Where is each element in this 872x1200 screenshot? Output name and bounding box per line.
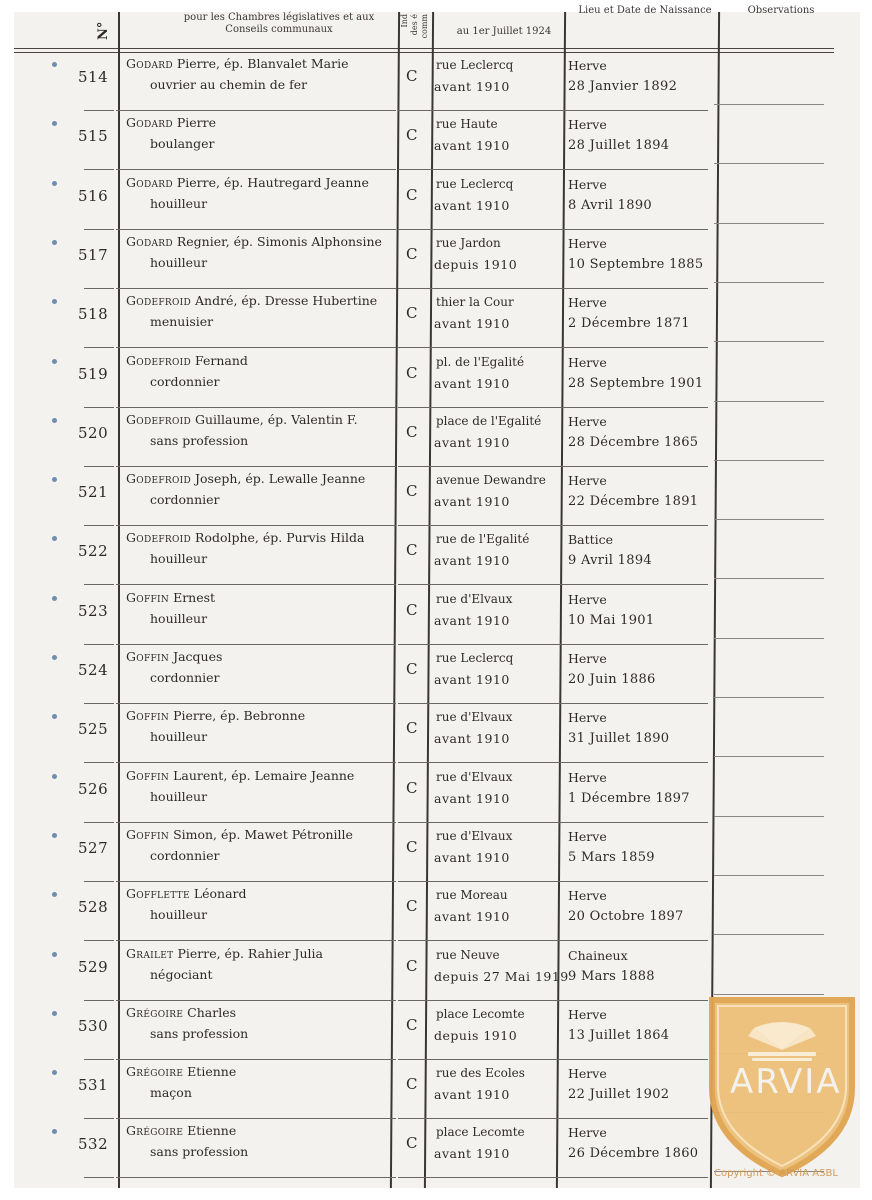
margin-dot bbox=[52, 418, 57, 423]
residence-since: avant 1910 bbox=[434, 494, 510, 510]
election-code: C bbox=[406, 126, 418, 145]
person-given-names: Pierre, ép. Bebronne bbox=[169, 708, 306, 724]
residence-street: rue Leclercq bbox=[436, 58, 514, 72]
person-occupation: houilleur bbox=[150, 195, 208, 211]
table-row bbox=[14, 764, 860, 823]
table-row bbox=[14, 349, 860, 408]
person-given-names: Regnier, ép. Simonis Alphonsine bbox=[172, 233, 382, 249]
row-number: 530 bbox=[78, 1016, 109, 1035]
birth-date: 2 Décembre 1871 bbox=[568, 316, 690, 332]
person-surname: Goffin bbox=[126, 767, 170, 783]
birth-place: Herve bbox=[568, 769, 607, 785]
residence-street: place de l'Egalité bbox=[436, 413, 542, 428]
person-surname: Goffin bbox=[126, 708, 170, 724]
header-rule-1 bbox=[14, 48, 834, 49]
birth-date: 5 Mars 1859 bbox=[568, 849, 655, 865]
table-row bbox=[14, 171, 860, 230]
row-number: 520 bbox=[78, 423, 109, 442]
birth-date: 9 Avril 1894 bbox=[568, 553, 652, 569]
person-name bbox=[126, 115, 216, 130]
person-occupation: sans profession bbox=[150, 432, 249, 448]
residence-street: rue Neuve bbox=[436, 947, 500, 962]
person-surname: Godard bbox=[126, 56, 173, 71]
row-number: 514 bbox=[78, 68, 109, 86]
birth-place: Herve bbox=[568, 58, 607, 73]
header-indication-bot: comm bbox=[420, 14, 429, 39]
person-occupation: houilleur bbox=[150, 551, 208, 567]
election-code: C bbox=[406, 956, 418, 975]
table-row bbox=[14, 52, 860, 111]
person-occupation: houilleur bbox=[150, 610, 208, 626]
person-surname: Godefroid bbox=[126, 411, 192, 427]
election-code: C bbox=[406, 1015, 418, 1034]
row-rule-observations bbox=[714, 341, 824, 342]
birth-place: Herve bbox=[568, 591, 607, 607]
birth-date: 1 Décembre 1897 bbox=[568, 790, 690, 806]
birth-date: 31 Juillet 1890 bbox=[568, 731, 670, 747]
person-surname: Godefroid bbox=[126, 293, 192, 309]
birth-place: Herve bbox=[568, 1006, 607, 1022]
person-occupation: négociant bbox=[150, 966, 213, 982]
person-name bbox=[126, 412, 358, 427]
row-rule-observations bbox=[714, 104, 824, 105]
row-number: 526 bbox=[78, 779, 109, 798]
person-given-names: Pierre, ép. Blanvalet Marie bbox=[172, 56, 349, 71]
person-given-names: Ernest bbox=[169, 589, 216, 605]
person-occupation: cordonnier bbox=[150, 373, 220, 389]
person-given-names: Etienne bbox=[183, 1123, 237, 1139]
margin-dot bbox=[52, 1011, 57, 1016]
table-row bbox=[14, 467, 860, 526]
election-code: C bbox=[406, 67, 418, 85]
margin-dot bbox=[52, 359, 57, 364]
person-given-names: Pierre, ép. Rahier Julia bbox=[173, 945, 323, 961]
row-rule-observations bbox=[714, 875, 824, 876]
election-code: C bbox=[406, 482, 418, 501]
election-code: C bbox=[406, 541, 418, 560]
residence-street: rue d'Elvaux bbox=[436, 828, 513, 843]
birth-date: 8 Avril 1890 bbox=[568, 197, 652, 213]
residence-since: depuis 1910 bbox=[434, 256, 518, 272]
person-name bbox=[126, 353, 248, 368]
residence-since: avant 1910 bbox=[434, 790, 510, 806]
table-row bbox=[14, 289, 860, 348]
row-number: 531 bbox=[78, 1076, 109, 1095]
birth-date: 28 Juillet 1894 bbox=[568, 138, 670, 154]
register-page bbox=[14, 5, 860, 1188]
birth-place: Herve bbox=[568, 888, 607, 904]
birth-date: 28 Janvier 1892 bbox=[568, 79, 678, 94]
header-residence: au 1er Juillet 1924 bbox=[456, 26, 552, 37]
birth-place: Herve bbox=[568, 651, 607, 666]
residence-since: avant 1910 bbox=[434, 434, 510, 450]
row-number: 529 bbox=[78, 957, 109, 976]
header-indication-mid: des é bbox=[410, 14, 419, 36]
margin-dot bbox=[52, 477, 57, 482]
row-number: 523 bbox=[78, 601, 109, 620]
person-name bbox=[126, 946, 323, 961]
residence-street: rue de l'Egalité bbox=[436, 532, 530, 547]
birth-date: 26 Décembre 1860 bbox=[568, 1146, 699, 1162]
person-occupation: cordonnier bbox=[150, 492, 220, 508]
person-name bbox=[126, 56, 349, 71]
birth-place: Herve bbox=[568, 1066, 607, 1082]
person-name bbox=[126, 827, 353, 842]
residence-since: avant 1910 bbox=[434, 1146, 510, 1162]
election-code: C bbox=[406, 719, 418, 738]
residence-since: avant 1910 bbox=[434, 909, 510, 925]
row-number: 528 bbox=[78, 898, 109, 917]
birth-place: Battice bbox=[568, 532, 614, 548]
header-birth: Lieu et Date de Naissance bbox=[578, 5, 712, 16]
person-given-names: Simon, ép. Mawet Pétronille bbox=[169, 826, 353, 842]
person-occupation: sans profession bbox=[150, 1144, 249, 1160]
residence-since: depuis 1910 bbox=[434, 1027, 518, 1043]
row-rule-observations bbox=[714, 282, 824, 283]
person-name bbox=[126, 768, 354, 783]
residence-since: avant 1910 bbox=[434, 612, 510, 628]
residence-street: rue d'Elvaux bbox=[436, 591, 513, 606]
person-given-names: Léonard bbox=[189, 886, 247, 902]
row-rule-observations bbox=[714, 578, 824, 579]
residence-since: avant 1910 bbox=[434, 197, 510, 213]
table-row bbox=[14, 230, 860, 289]
row-number: 522 bbox=[78, 542, 109, 561]
person-given-names: Jacques bbox=[169, 649, 223, 664]
person-given-names: Laurent, ép. Lemaire Jeanne bbox=[169, 767, 355, 783]
residence-since: avant 1910 bbox=[434, 138, 510, 154]
table-row bbox=[14, 586, 860, 645]
row-number: 525 bbox=[78, 720, 109, 739]
birth-date: 22 Juillet 1902 bbox=[568, 1087, 670, 1103]
header-names-line1: pour les Chambres législatives et aux bbox=[183, 12, 375, 23]
header-observations: Observations bbox=[747, 5, 815, 16]
person-surname: Grégoire bbox=[126, 1064, 184, 1080]
person-surname: Goffin bbox=[126, 589, 170, 605]
person-given-names: Etienne bbox=[183, 1064, 237, 1080]
residence-street: pl. de l'Egalité bbox=[436, 354, 525, 369]
person-surname: Godard bbox=[126, 115, 173, 131]
person-name bbox=[126, 590, 215, 605]
birth-place: Herve bbox=[568, 117, 607, 133]
row-rule-observations bbox=[714, 816, 824, 817]
residence-since: avant 1910 bbox=[434, 731, 510, 747]
person-name bbox=[126, 234, 382, 249]
residence-street: rue d'Elvaux bbox=[436, 710, 513, 725]
election-code: C bbox=[406, 778, 418, 797]
election-code: C bbox=[406, 1075, 418, 1094]
person-given-names: Rodolphe, ép. Purvis Hilda bbox=[191, 530, 365, 546]
person-occupation: menuisier bbox=[150, 314, 214, 330]
table-row bbox=[14, 645, 860, 704]
table-row bbox=[14, 408, 860, 467]
person-surname: Goffin bbox=[126, 649, 170, 664]
table-row bbox=[14, 882, 860, 941]
residence-street: place Lecomte bbox=[436, 1125, 525, 1140]
person-surname: Godard bbox=[126, 174, 173, 190]
birth-date: 20 Juin 1886 bbox=[568, 672, 656, 687]
birth-place: Herve bbox=[568, 473, 607, 489]
row-number: 515 bbox=[78, 127, 109, 146]
number-underline bbox=[84, 1177, 114, 1178]
person-name bbox=[126, 1123, 236, 1138]
person-occupation: cordonnier bbox=[150, 670, 220, 685]
person-surname: Gofflette bbox=[126, 886, 190, 902]
person-given-names: Charles bbox=[183, 1004, 237, 1020]
residence-street: place Lecomte bbox=[436, 1006, 525, 1021]
election-code: C bbox=[406, 837, 418, 856]
row-rule-names bbox=[116, 1177, 396, 1178]
margin-dot bbox=[52, 714, 57, 719]
row-number: 527 bbox=[78, 838, 109, 857]
residence-street: rue des Ecoles bbox=[436, 1066, 525, 1081]
birth-date: 10 Septembre 1885 bbox=[568, 256, 704, 272]
person-given-names: Guillaume, ép. Valentin F. bbox=[191, 411, 358, 427]
row-rule-observations bbox=[714, 934, 824, 935]
row-rule-observations bbox=[714, 223, 824, 224]
birth-place: Herve bbox=[568, 710, 607, 726]
person-surname: Godefroid bbox=[126, 352, 192, 368]
margin-dot bbox=[52, 833, 57, 838]
margin-dot bbox=[52, 1129, 57, 1134]
table-row bbox=[14, 704, 860, 763]
birth-date: 22 Décembre 1891 bbox=[568, 494, 699, 510]
margin-dot bbox=[52, 240, 57, 245]
header-names-line2: Conseils communaux bbox=[225, 24, 333, 35]
residence-street: avenue Dewandre bbox=[436, 473, 546, 488]
person-name bbox=[126, 649, 222, 664]
birth-date: 28 Septembre 1901 bbox=[568, 375, 704, 391]
election-code: C bbox=[406, 600, 418, 619]
person-occupation: cordonnier bbox=[150, 847, 220, 863]
arvia-logo-text: ARVIA bbox=[730, 1062, 842, 1102]
table-row bbox=[14, 111, 860, 170]
residence-since: avant 1910 bbox=[434, 79, 510, 94]
row-number: 518 bbox=[78, 305, 109, 324]
margin-dot bbox=[52, 892, 57, 897]
birth-place: Herve bbox=[568, 828, 607, 844]
margin-dot bbox=[52, 62, 57, 67]
birth-place: Herve bbox=[568, 1125, 607, 1141]
residence-since: avant 1910 bbox=[434, 553, 510, 569]
birth-place: Herve bbox=[568, 176, 607, 192]
person-surname: Grégoire bbox=[126, 1123, 184, 1139]
person-given-names: Pierre, ép. Hautregard Jeanne bbox=[172, 174, 369, 190]
header-indication-top: Ind bbox=[400, 14, 409, 28]
residence-since: avant 1910 bbox=[434, 1087, 510, 1103]
row-rule-residence bbox=[398, 1177, 558, 1178]
row-rule-observations bbox=[714, 519, 824, 520]
election-code: C bbox=[406, 363, 418, 382]
row-number: 521 bbox=[78, 483, 109, 502]
birth-place: Chaineux bbox=[568, 947, 628, 963]
person-given-names: Joseph, ép. Lewalle Jeanne bbox=[191, 471, 366, 487]
margin-dot bbox=[52, 299, 57, 304]
row-rule-observations bbox=[714, 756, 824, 757]
person-occupation: houilleur bbox=[150, 788, 208, 804]
person-given-names: Pierre bbox=[172, 115, 217, 131]
residence-since: avant 1910 bbox=[434, 375, 510, 391]
residence-street: thier la Cour bbox=[436, 295, 514, 310]
margin-dot bbox=[52, 596, 57, 601]
person-occupation: ouvrier au chemin de fer bbox=[150, 77, 308, 92]
birth-place: Herve bbox=[568, 235, 607, 251]
person-name bbox=[126, 175, 369, 190]
birth-place: Herve bbox=[568, 295, 607, 311]
table-row bbox=[14, 526, 860, 585]
election-code: C bbox=[406, 422, 418, 441]
person-name bbox=[126, 530, 364, 545]
election-code: C bbox=[406, 244, 418, 263]
row-rule-observations bbox=[714, 401, 824, 402]
header-number: N° bbox=[96, 21, 111, 40]
person-surname: Godefroid bbox=[126, 530, 192, 546]
birth-date: 13 Juillet 1864 bbox=[568, 1027, 670, 1043]
row-rule-observations bbox=[714, 697, 824, 698]
election-code: C bbox=[406, 1134, 418, 1153]
row-number: 524 bbox=[78, 661, 109, 679]
row-rule-observations bbox=[714, 638, 824, 639]
person-name bbox=[126, 1064, 236, 1079]
residence-street: rue Leclercq bbox=[436, 651, 514, 665]
person-name bbox=[126, 886, 247, 901]
birth-place: Herve bbox=[568, 354, 607, 370]
margin-dot bbox=[52, 952, 57, 957]
residence-street: rue Moreau bbox=[436, 888, 508, 903]
residence-since: depuis 27 Mai 1919 bbox=[434, 968, 569, 984]
residence-since: avant 1910 bbox=[434, 849, 510, 865]
person-occupation: boulanger bbox=[150, 136, 215, 152]
residence-street: rue Leclercq bbox=[436, 176, 514, 191]
birth-date: 20 Octobre 1897 bbox=[568, 909, 684, 925]
election-code: C bbox=[406, 897, 418, 916]
copyright-text: Copyright © ARVIA ASBL bbox=[714, 1168, 838, 1179]
margin-dot bbox=[52, 655, 57, 660]
row-number: 532 bbox=[78, 1135, 109, 1154]
person-name bbox=[126, 708, 305, 723]
row-number: 519 bbox=[78, 364, 109, 383]
birth-date: 9 Mars 1888 bbox=[568, 968, 655, 984]
birth-date: 28 Décembre 1865 bbox=[568, 434, 699, 450]
row-number: 517 bbox=[78, 245, 109, 264]
person-occupation: maçon bbox=[150, 1085, 192, 1101]
row-rule-birth bbox=[558, 1177, 708, 1178]
election-code: C bbox=[406, 660, 418, 678]
row-number: 516 bbox=[78, 186, 109, 205]
margin-dot bbox=[52, 774, 57, 779]
margin-dot bbox=[52, 121, 57, 126]
row-rule-observations bbox=[714, 460, 824, 461]
election-code: C bbox=[406, 304, 418, 323]
person-given-names: André, ép. Dresse Hubertine bbox=[191, 293, 378, 309]
person-occupation: houilleur bbox=[150, 907, 208, 923]
election-code: C bbox=[406, 185, 418, 204]
row-rule-observations bbox=[714, 163, 824, 164]
residence-street: rue d'Elvaux bbox=[436, 769, 513, 784]
person-surname: Goffin bbox=[126, 826, 170, 842]
residence-since: avant 1910 bbox=[434, 672, 510, 687]
person-name bbox=[126, 1005, 236, 1020]
person-occupation: sans profession bbox=[150, 1025, 249, 1041]
birth-date: 10 Mai 1901 bbox=[568, 612, 655, 628]
person-given-names: Fernand bbox=[191, 352, 248, 368]
person-name bbox=[126, 471, 365, 486]
person-surname: Godefroid bbox=[126, 471, 192, 487]
person-surname: Godard bbox=[126, 233, 173, 249]
person-occupation: houilleur bbox=[150, 254, 208, 270]
person-occupation: houilleur bbox=[150, 729, 208, 745]
margin-dot bbox=[52, 536, 57, 541]
person-surname: Grailet bbox=[126, 945, 174, 961]
table-row bbox=[14, 823, 860, 882]
residence-street: rue Haute bbox=[436, 117, 498, 132]
residence-street: rue Jardon bbox=[436, 235, 501, 250]
birth-place: Herve bbox=[568, 413, 607, 429]
person-surname: Grégoire bbox=[126, 1004, 184, 1020]
person-name bbox=[126, 293, 377, 308]
residence-since: avant 1910 bbox=[434, 316, 510, 332]
margin-dot bbox=[52, 181, 57, 186]
margin-dot bbox=[52, 1070, 57, 1075]
